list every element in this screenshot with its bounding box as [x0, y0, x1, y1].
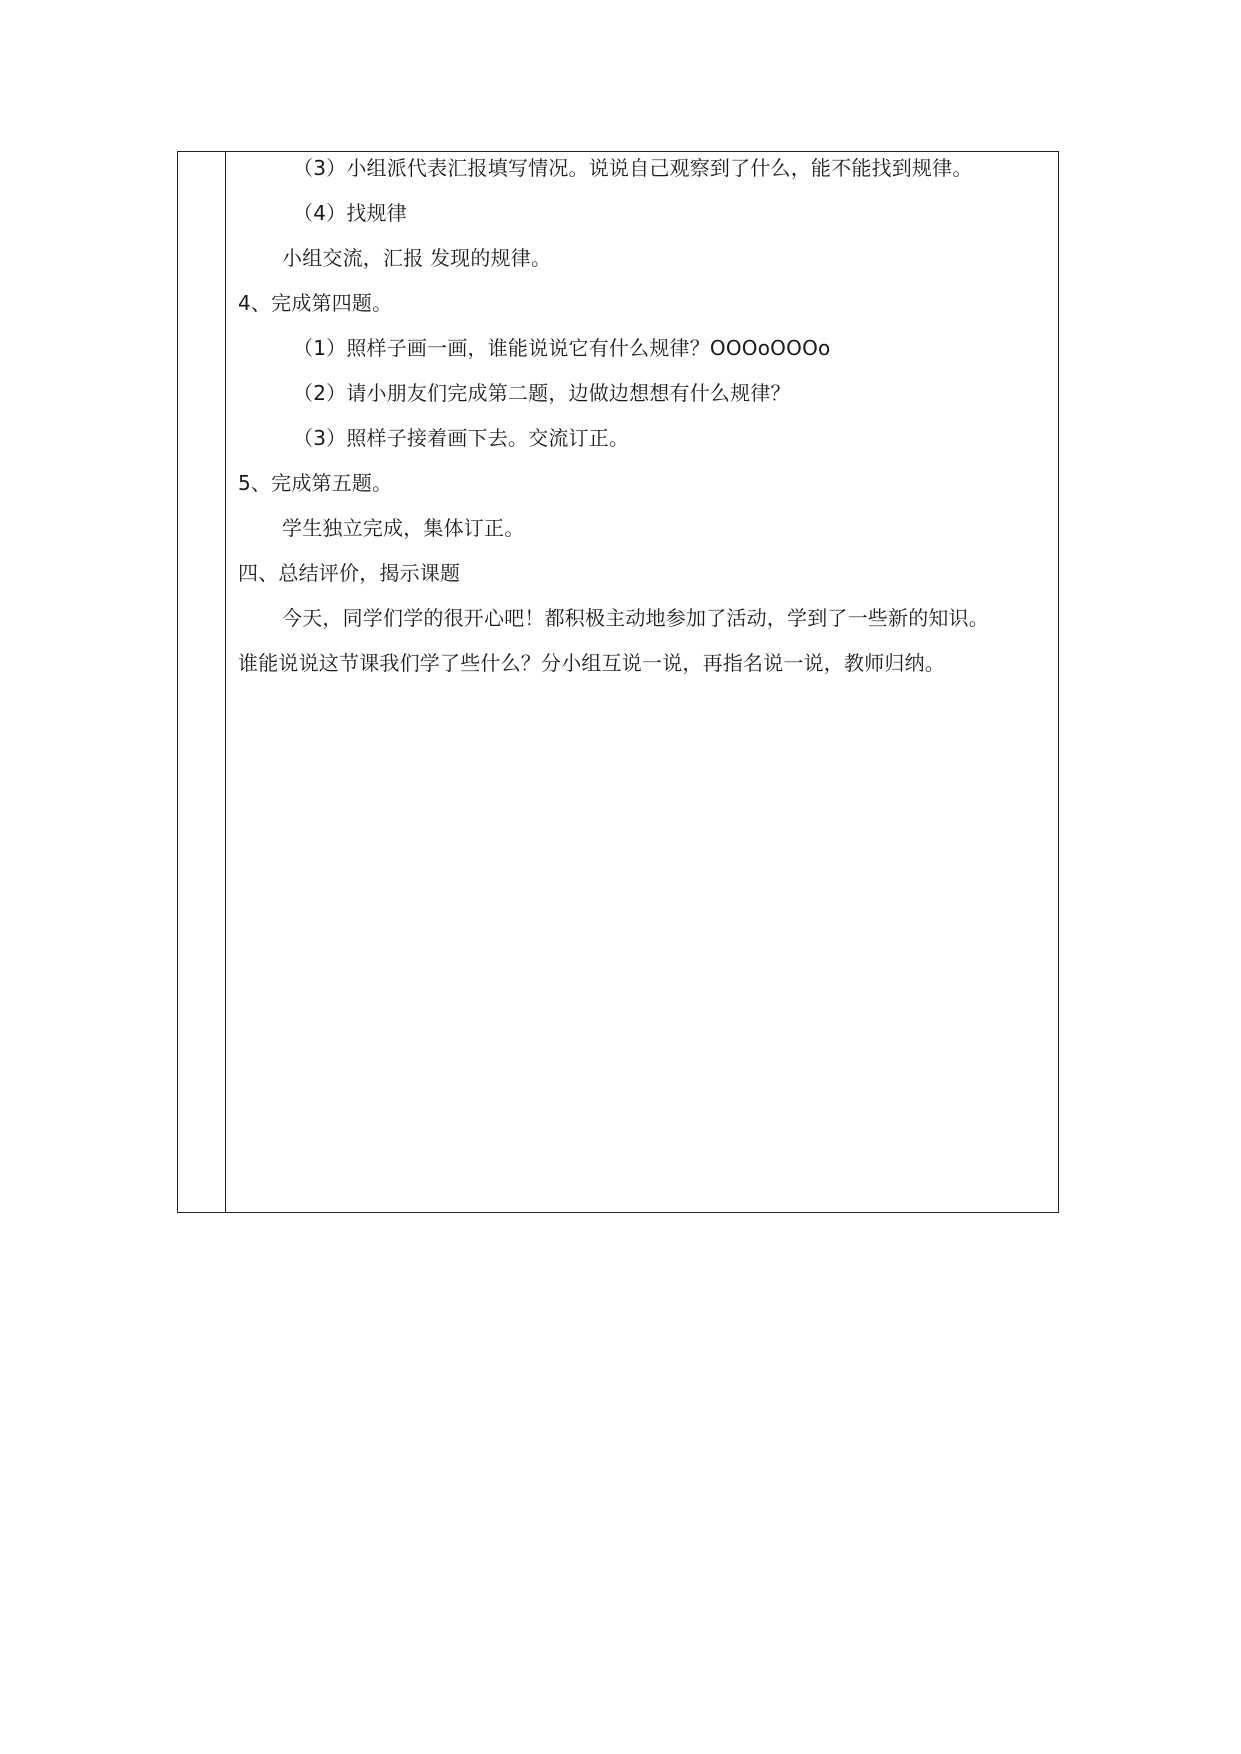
text-line: 谁能说说这节课我们学了些什么？分小组互说一说，再指名说一说，教师归纳。	[238, 651, 945, 675]
table-content-cell	[238, 152, 1053, 1212]
text-line: 今天，同学们学的很开心吧！都积极主动地参加了活动，学到了一些新的知识。	[282, 606, 989, 630]
table-left-column	[178, 152, 226, 1212]
text-line: （4）找规律	[293, 201, 407, 225]
text-line: 小组交流，汇报 发现的规律。	[282, 246, 552, 270]
text-line: 5、完成第五题。	[238, 471, 393, 495]
lesson-table	[177, 151, 1059, 1213]
text-line: （3）小组派代表汇报填写情况。说说自己观察到了什么，能不能找到规律。	[293, 156, 973, 180]
text-line: 四、总结评价，揭示课题	[238, 561, 461, 585]
text-line: （1）照样子画一画，谁能说说它有什么规律？ОООoОООo	[293, 336, 831, 360]
text-line: 4、完成第四题。	[238, 291, 393, 315]
text-line: 学生独立完成，集体订正。	[282, 516, 525, 540]
text-line: （3）照样子接着画下去。交流订正。	[293, 426, 630, 450]
text-line: （2）请小朋友们完成第二题，边做边想想有什么规律？	[293, 381, 791, 405]
